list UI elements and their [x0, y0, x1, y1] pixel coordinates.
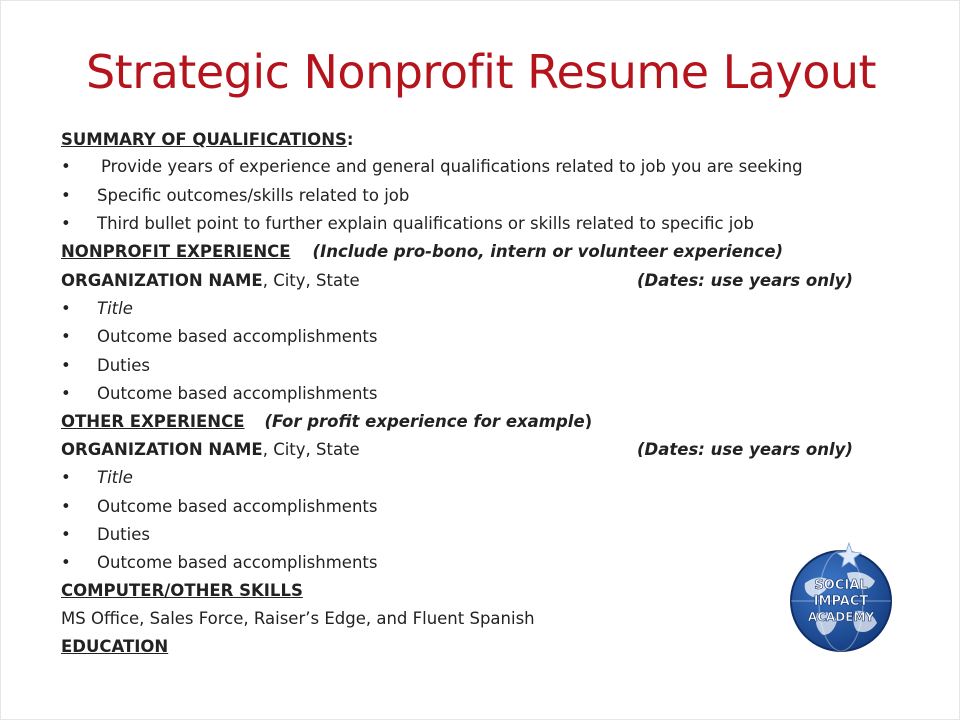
nonprofit-bullet-text: Outcome based accomplishments — [97, 327, 378, 346]
bullet-icon: • — [61, 525, 71, 544]
summary-bullet-text: Provide years of experience and general qualifications related to job you are seeking — [101, 157, 803, 176]
summary-heading: SUMMARY OF QUALIFICATIONS — [61, 130, 347, 149]
skills-heading-line — [61, 580, 303, 602]
list-item — [61, 467, 133, 489]
list-item — [61, 524, 150, 546]
other-bullet-text: Title — [97, 468, 133, 487]
slide-title: Strategic Nonprofit Resume Layout — [85, 45, 877, 99]
nonprofit-org-name: ORGANIZATION NAME — [61, 271, 263, 290]
other-org-line — [61, 439, 360, 461]
other-dates: (Dates: use years only) — [637, 440, 853, 459]
other-bullet-text: Duties — [97, 525, 150, 544]
skills-text: MS Office, Sales Force, Raiser’s Edge, and Fluent Spanish — [61, 609, 535, 628]
summary-bullet-text: Specific outcomes/skills related to job — [97, 186, 410, 205]
bullet-icon: • — [61, 384, 71, 403]
nonprofit-heading: NONPROFIT EXPERIENCE — [61, 242, 291, 261]
education-heading-line — [61, 636, 168, 658]
nonprofit-heading-line — [61, 241, 783, 263]
social-impact-academy-logo — [783, 539, 899, 655]
list-item — [61, 298, 133, 320]
list-item — [61, 326, 377, 348]
list-item — [61, 185, 409, 207]
other-org-location: , City, State — [262, 440, 360, 459]
nonprofit-note: (Include pro-bono, intern or volunteer experience) — [312, 242, 784, 261]
skills-heading: COMPUTER/OTHER SKILLS — [61, 581, 303, 600]
list-item — [61, 213, 754, 235]
other-heading: OTHER EXPERIENCE — [61, 412, 245, 431]
bullet-icon: • — [61, 186, 71, 205]
bullet-icon: • — [61, 356, 71, 375]
other-heading-line — [61, 411, 592, 433]
list-item — [61, 355, 150, 377]
summary-heading-colon: : — [346, 130, 354, 149]
nonprofit-org-location: , City, State — [262, 271, 360, 290]
nonprofit-bullet-text: Outcome based accomplishments — [97, 384, 378, 403]
nonprofit-bullet-text: Duties — [97, 356, 150, 375]
list-item — [61, 496, 377, 518]
education-heading: EDUCATION — [61, 637, 169, 656]
other-bullet-text: Outcome based accomplishments — [97, 497, 378, 516]
summary-bullet-text: Third bullet point to further explain qualifications or skills related to specific job — [97, 214, 754, 233]
list-item — [61, 383, 377, 405]
other-note-close: ) — [584, 412, 593, 431]
other-org-name: ORGANIZATION NAME — [61, 440, 263, 459]
bullet-icon: • — [61, 157, 71, 176]
bullet-icon: • — [61, 497, 71, 516]
bullet-icon: • — [61, 468, 71, 487]
bullet-icon: • — [61, 214, 71, 233]
bullet-icon: • — [61, 299, 71, 318]
nonprofit-bullet-text: Title — [97, 299, 133, 318]
nonprofit-dates: (Dates: use years only) — [637, 271, 853, 290]
list-item — [61, 156, 803, 178]
logo-text-line2: IMPACT — [813, 594, 869, 609]
logo-text-line1: SOCIAL — [814, 578, 868, 593]
nonprofit-org-line — [61, 270, 360, 292]
logo-text-line3: ACADEMY — [807, 610, 875, 624]
list-item — [61, 552, 377, 574]
summary-heading-line — [61, 129, 354, 151]
other-bullet-text: Outcome based accomplishments — [97, 553, 378, 572]
other-note: (For profit experience for example — [264, 412, 585, 431]
bullet-icon: • — [61, 327, 71, 346]
bullet-icon: • — [61, 553, 71, 572]
